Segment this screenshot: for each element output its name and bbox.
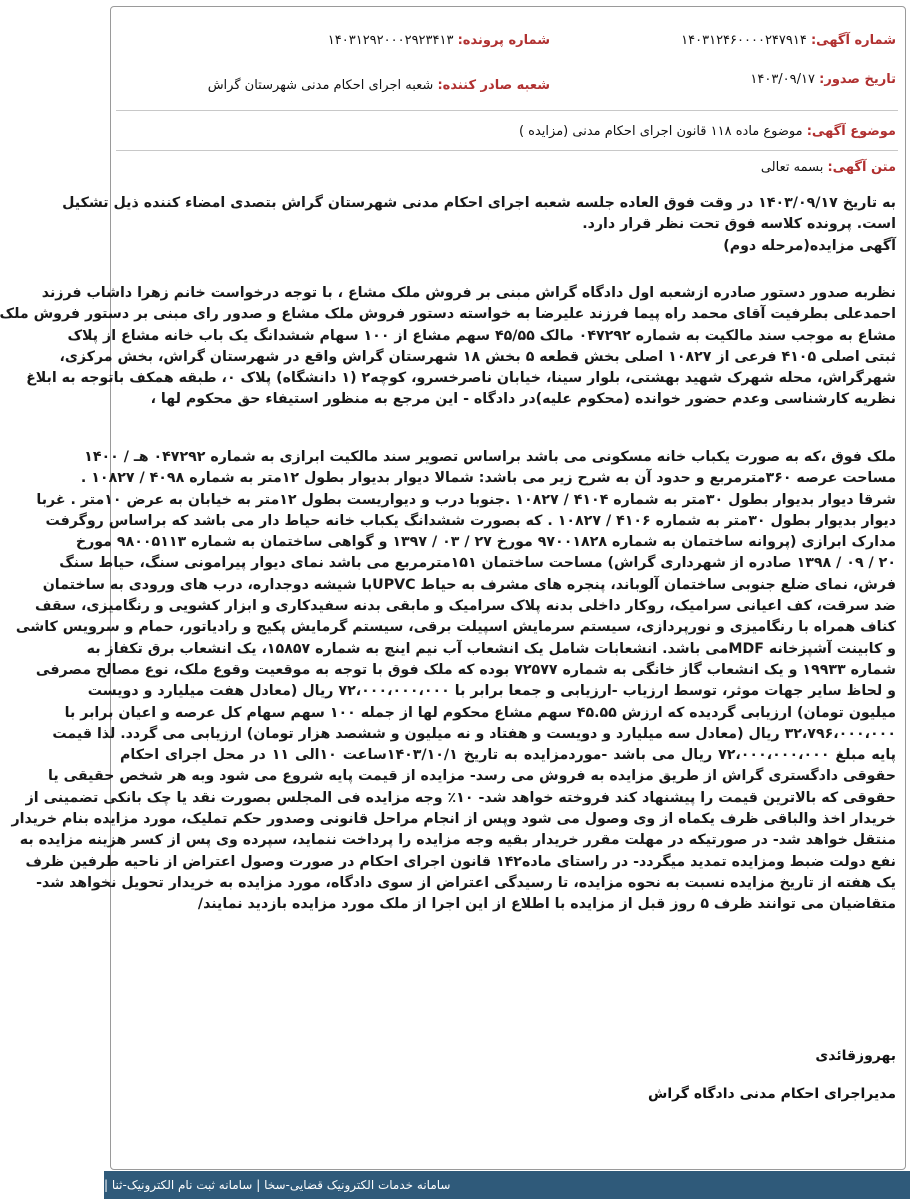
text-line: به تاریخ ۱۴۰۳/۰۹/۱۷ در وقت فوق العاده جلسه شعبه اجرای احکام مدنی شهرستان گراش بتصدی امضاء کننده ذیل تشکیل — [62, 195, 896, 211]
ad-number-value: ۱۴۰۳۱۲۴۶۰۰۰۰۲۴۷۹۱۴ — [681, 33, 807, 48]
paragraph-order — [0, 283, 896, 411]
text-line: ضد سرقت، کف اعیانی سرامیک، روکار داخلی بدنه پلاک سرامیک و مابقی بدنه سفیدکاری و ابزار کشویی و رنگامیزی، سقف — [35, 598, 896, 615]
issuer-value: شعبه اجرای احکام مدنی شهرستان گراش — [207, 78, 434, 93]
text-line: شرقا دیوار بدیوار بطول ۳۰متر به شماره ۴۱۰۴ / ۱۰۸۲۷ .جنوبا درب و دیواریست بطول ۱۲متر به خیابان به عرض ۱۰متر . غربا — [36, 491, 896, 508]
text-line: دیوار بدیوار بطول ۳۰متر به شماره ۴۱۰۶ / ۱۰۸۲۷ . که بصورت ششدانگ یکباب خانه حیاط دار می باشد که براساس روگرفت — [45, 512, 896, 529]
subject-field — [519, 124, 896, 139]
text-line: میلیون تومان) ارزیابی گردیده که ارزش ۴۵.۵۵ سهم مشاع محکوم لها از جمله ۱۰۰ سهم سهام کل عرصه و اعیان برابر با — [64, 704, 896, 721]
subject-label: موضوع آگهی: — [806, 124, 896, 139]
issuer-field — [208, 78, 550, 93]
text-field — [761, 160, 896, 175]
text-line: یک هفته از تاریخ مزایده نسبت به نحوه مزایده، تا رسیدگی اعتراض از سوی دادگاه، مورد مزایده به خریدار تحویل نخواهد شد- — [36, 874, 896, 891]
ad-number-label: شماره آگهی: — [810, 33, 896, 48]
text-line: مدارک ابرازی (پروانه ساختمان به شماره ۹۷۰۰۱۸۲۸ مورخ ۲۷ / ۰۳ / ۱۳۹۷ و گواهی ساختمان به شماره ۹۸۰۰۵۱۱۳ مورخ — [75, 534, 896, 551]
signer-title: مدیراجرای احکام مدنی دادگاه گراش — [648, 1086, 896, 1102]
text-line: خریدار اخذ والباقی ظرف یکماه از وی وصول می شود وپس از انجام مراحل قانونی وصدور حکم تملیک، مورد مزایده بنام خریدار — [11, 811, 896, 828]
text-line: ملک فوق ،که به صورت یکباب خانه مسکونی می باشد براساس تصویر سند مالکیت ابرازی به شماره ۰۴۷۲۹۲ هـ / ۱۴۰۰ — [84, 449, 896, 465]
paragraph-property — [11, 447, 896, 916]
footer-separator: | — [256, 1178, 261, 1192]
text-line: مساحت عرصه ۳۶۰مترمربع و حدود آن به شرح زیر می باشد: شمالا دیوار بدیوار بطول ۱۲متر به شماره ۴۰۹۸ / ۱۰۸۲۷ . — [80, 470, 896, 487]
text-line: مشاع به موجب سند مالکیت به شماره ۰۴۷۲۹۲ مالک ۴۵/۵۵ سهم مشاع از ۱۰۰ سهام ششدانگ یک باب خانه مشاع از پلاک — [67, 327, 896, 344]
text-line: نظریه کارشناسی وعدم حضور خوانده (محکوم علیه)در دادگاه - این مرجع به منظور استیفاء حق محکوم لها ، — [150, 391, 896, 408]
text-line: منتقل خواهد شد- در صورتیکه در مهلت مقرر خریدار بقیه وجه مزایده را پرداخت ننماید، سپرده وی پس از کسر هزینه مزایده به — [19, 832, 896, 849]
case-number-field — [328, 33, 550, 48]
signer-name: بهروزقائدی — [815, 1048, 896, 1064]
issue-date-value: ۱۴۰۳/۰۹/۱۷ — [750, 72, 815, 87]
text-line: ۳۲،۷۹۶،۰۰۰،۰۰۰ ریال (معادل سه میلیارد و دویست و هفتاد و نه میلیون و ششصد هزار تومان) ارزیابی می گردد. لذا قیمت — [52, 725, 896, 742]
text-line: شهرگراش، محله شهرک شهید بهشتی، بلوار سینا، خیابان ناصرخسرو، کوچه۲ (۱ دانشگاه) پلاک ۰، طبقه همکف باتوجه به ابلاغ — [26, 370, 896, 387]
footer-bar — [104, 1171, 910, 1199]
text-opening: بسمه تعالی — [760, 160, 824, 175]
subject-divider — [116, 150, 898, 151]
text-line: است. پرونده کلاسه فوق تحت نظر قرار دارد. — [582, 216, 896, 233]
text-line: نفع دولت ضبط ومزایده تمدید میگردد- در راستای ماده۱۴۲ قانون اجرای احکام در صورت وصول اعتراض از ناحیه طرفین ظرف — [25, 853, 896, 870]
text-line: حقوقی که بالاترین قیمت را پیشنهاد کند فروخته خواهد شد- ۱۰٪ وجه مزایده فی المجلس بصورت نقد یا چک بانکی تضمینی از — [25, 789, 896, 806]
issue-date-label: تاریخ صدور: — [819, 72, 896, 87]
paragraph-intro — [62, 193, 896, 257]
subject-value: موضوع ماده ۱۱۸ قانون اجرای احکام مدنی (مزایده ) — [518, 124, 803, 139]
issuer-label: شعبه صادر کننده: — [437, 78, 550, 93]
header-divider — [116, 110, 898, 111]
text-line: نظربه صدور دستور صادره ازشعبه اول دادگاه گراش مبنی بر فروش ملک مشاع ، با توجه درخواست خانم زهرا داشاب فرزند — [41, 285, 896, 301]
text-line: احمدعلی بطرفیت آقای محمد راه پیما فرزند علیرضا به خواسته دستور فروش ملک مشاع و صدور رای مبنی بر دستور فروش ملک — [0, 306, 896, 323]
text-line: و کابینت آشپزخانه MDFمی باشد. انشعابات شامل یک انشعاب آب نیم اینچ به شماره ۱۵۸۵۷، یک انشعاب برق تکفاز به — [86, 640, 896, 657]
text-line: متقاضیان می توانند ظرف ۵ روز قبل از مزایده با اطلاع از این اجرا از ملک مورد مزایده بازدید نمایند/ — [197, 896, 896, 913]
text-line: ثبتی اصلی ۴۱۰۵ فرعی از ۱۰۸۲۷ اصلی بخش قطعه ۵ بخش ۱۸ شهرستان گراش واقع در شهرستان گراش، بخش مرکزی، — [59, 348, 896, 365]
text-line: شماره ۱۹۹۳۳ و یک انشعاب گاز خانگی به شماره ۷۲۵۷۷ بوده که ملک فوق با توجه به موقعیت وقوع ملک، نوع مصالح مصرفی — [35, 661, 896, 678]
text-line: آگهی مزایده(مرحله دوم) — [723, 237, 896, 254]
text-line: ۲۰ / ۰۹ / ۱۳۹۸ صادره از شهرداری گراش) مساحت ساختمان ۱۵۱مترمربع می باشد نمای دیوار پیرامونی سنگ، حیاط سنگ — [59, 555, 896, 572]
text-line: فرش، نمای ضلع جنوبی ساختمان آلوباند، پنجره های مشرف به حیاط UPVCبا شیشه دوجداره، درب های ورودی به ساختمان — [42, 576, 896, 593]
text-label: متن آگهی: — [827, 160, 896, 175]
text-line: پایه مبلغ ۷۲،۰۰۰،۰۰۰،۰۰۰ ریال می باشد -موردمزایده به تاریخ ۱۴۰۳/۱۰/۱ساعت ۱۰الی ۱۱ در محل اجرای احکام — [120, 747, 896, 764]
footer-links — [104, 1178, 450, 1192]
issue-date-field — [750, 72, 896, 87]
text-line: کناف همراه با رنگامیزی و نورپردازی، سیستم سرمایش اسپیلت برقی، سیستم گرمایش پکیج و رادیاتور، حمام و سرویس کاشی — [15, 619, 896, 636]
case-number-label: شماره پرونده: — [457, 33, 550, 48]
footer-link-sakha[interactable]: سامانه خدمات الکترونیک قضایی-سخا — [264, 1178, 451, 1192]
case-number-value: ۱۴۰۳۱۲۹۲۰۰۰۲۹۲۳۴۱۳ — [327, 33, 454, 48]
text-line: حقوقی دادگستری گراش از طریق مزایده به فروش می رسد- مزایده از قیمت پایه شروع می شود وبه هر شخص حقیقی یا — [48, 768, 896, 785]
footer-separator-end: | — [104, 1178, 109, 1192]
text-line: و لحاظ سایر جهات موثر، توسط ارزیاب -ارزیابی و جمعا برابر با ۷۲،۰۰۰،۰۰۰،۰۰۰ ریال (معادل هفت میلیارد و دویست — [87, 683, 896, 700]
footer-link-sana[interactable]: سامانه ثبت نام الکترونیک-ثنا — [111, 1178, 253, 1192]
ad-number-field — [681, 33, 896, 48]
